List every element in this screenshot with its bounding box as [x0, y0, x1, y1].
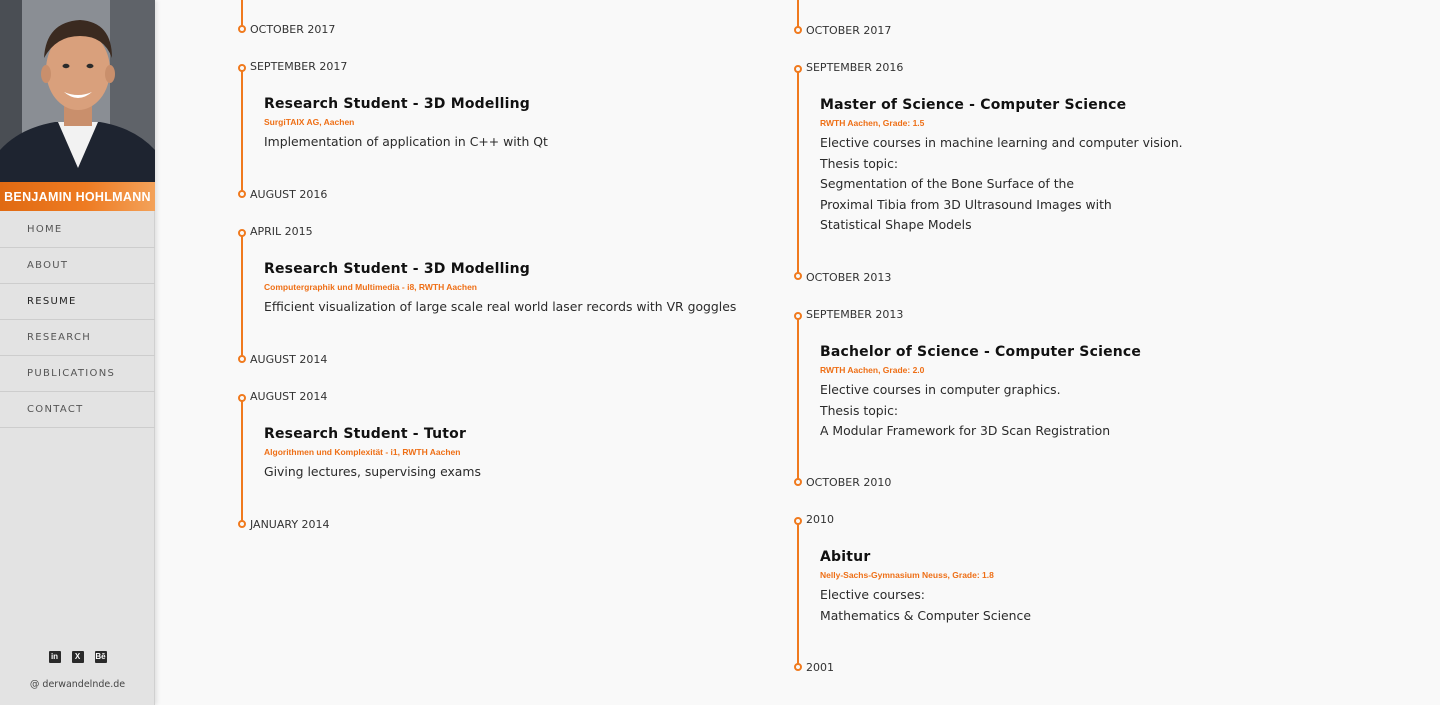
- entry-organization: Computergraphik und Multimedia - i8, RWTH Aachen: [264, 282, 477, 292]
- timeline-card: [264, 261, 784, 318]
- timeline-dot: [794, 663, 802, 671]
- entry-organization: SurgiTAIX AG, Aachen: [264, 117, 355, 127]
- nav-item-contact[interactable]: CONTACT: [0, 392, 155, 428]
- end-date: JANUARY 2014: [250, 518, 330, 531]
- entry-title: Research Student - 3D Modelling: [264, 96, 530, 112]
- end-date: 2001: [806, 661, 834, 674]
- timeline-dot: [794, 312, 802, 320]
- timeline-dot: [238, 520, 246, 528]
- timeline-line: [241, 233, 243, 359]
- nav-item-research[interactable]: RESEARCH: [0, 320, 155, 356]
- social-links: [0, 651, 155, 663]
- timeline-line: [241, 68, 243, 194]
- entry-description: Giving lectures, supervising exams: [264, 464, 481, 479]
- nav-item-home[interactable]: HOME: [0, 212, 155, 248]
- nav-item-resume[interactable]: RESUME: [0, 284, 155, 320]
- timeline-dot: [238, 355, 246, 363]
- profile-photo: [0, 0, 155, 182]
- nav-menu: [0, 212, 155, 428]
- start-date: SEPTEMBER 2017: [250, 60, 348, 73]
- linkedin-icon[interactable]: in: [49, 651, 61, 663]
- start-date: APRIL 2015: [250, 225, 313, 238]
- end-date: OCTOBER 2017: [806, 24, 892, 37]
- timeline-card: [820, 97, 1340, 236]
- entry-description: Elective courses: Mathematics & Computer Science: [820, 587, 1031, 623]
- sidebar: [0, 0, 155, 705]
- site-link[interactable]: @ derwandelnde.de: [29, 679, 126, 690]
- timeline-dot: [238, 25, 246, 33]
- start-date: SEPTEMBER 2013: [806, 308, 904, 321]
- timeline-line: [797, 316, 799, 482]
- entry-organization: Nelly-Sachs-Gymnasium Neuss, Grade: 1.8: [820, 570, 994, 580]
- start-date: AUGUST 2014: [250, 390, 328, 403]
- entry-organization: RWTH Aachen, Grade: 2.0: [820, 365, 925, 375]
- entry-title: Research Student - 3D Modelling: [264, 261, 530, 277]
- end-date: OCTOBER 2017: [250, 23, 336, 36]
- timeline-line: [797, 69, 799, 273]
- timeline-dot: [794, 478, 802, 486]
- behance-icon[interactable]: Bē: [95, 652, 106, 661]
- end-date: AUGUST 2016: [250, 188, 328, 201]
- xing-icon[interactable]: X: [72, 651, 84, 663]
- entry-organization: RWTH Aachen, Grade: 1.5: [820, 118, 925, 128]
- start-date: 2010: [806, 513, 834, 526]
- timeline-dot: [794, 272, 802, 280]
- entry-description: Elective courses in computer graphics. Thesis topic: A Modular Framework for 3D Scan Registration: [820, 382, 1111, 438]
- timeline-card: [264, 96, 784, 153]
- timeline-card: [820, 344, 1340, 442]
- timeline-card: [264, 426, 784, 483]
- timeline-card: [820, 549, 1340, 626]
- end-date: OCTOBER 2013: [806, 271, 892, 284]
- entry-title: Abitur: [820, 549, 871, 565]
- end-date: AUGUST 2014: [250, 353, 328, 366]
- timeline-dot: [238, 190, 246, 198]
- entry-organization: Algorithmen und Komplexität - i1, RWTH Aachen: [264, 447, 461, 457]
- nav-item-about[interactable]: ABOUT: [0, 248, 155, 284]
- entry-title: Bachelor of Science - Computer Science: [820, 344, 1142, 360]
- timeline-line: [797, 521, 799, 667]
- entry-title: Master of Science - Computer Science: [820, 97, 1127, 113]
- entry-description: Implementation of application in C++ with Qt: [264, 134, 548, 149]
- timeline-line: [241, 0, 243, 26]
- timeline-dot: [794, 65, 802, 73]
- entry-title: Research Student - Tutor: [264, 426, 467, 442]
- timeline-dot: [794, 26, 802, 34]
- timeline-dot: [794, 517, 802, 525]
- timeline-line: [797, 0, 799, 27]
- timeline-dot: [238, 229, 246, 237]
- timeline-dot: [238, 64, 246, 72]
- end-date: OCTOBER 2010: [806, 476, 892, 489]
- start-date: SEPTEMBER 2016: [806, 61, 904, 74]
- entry-description: Elective courses in machine learning and computer vision. Thesis topic: Segmentation of the Bone Surface of the Proximal Tibia from 3D Ultrasound Images with Statistical Shape Models: [820, 135, 1183, 232]
- entry-description: Efficient visualization of large scale real world laser records with VR goggles: [264, 299, 737, 314]
- timeline-line: [241, 398, 243, 524]
- timeline-dot: [238, 394, 246, 402]
- profile-name: BENJAMIN HOHLMANN: [0, 182, 155, 211]
- nav-item-publications[interactable]: PUBLICATIONS: [0, 356, 155, 392]
